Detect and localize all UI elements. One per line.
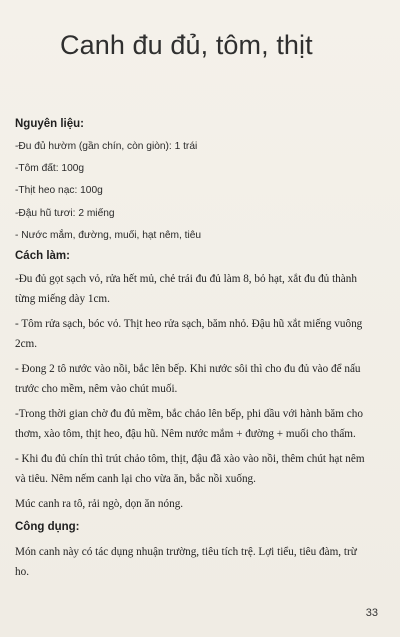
step-item: -Trong thời gian chờ đu đủ mềm, bắc chảo lên bếp, phi dầu với hành băm cho thơm, xào tôm, thịt heo, đậu hũ. Nêm nước mắm + đường + muối cho thấm. — [15, 408, 363, 440]
ingredients-list — [15, 136, 360, 247]
ingredients-heading: Nguyên liệu: — [15, 118, 85, 130]
step-item: - Tôm rửa sạch, bóc vỏ. Thịt heo rửa sạch, băm nhỏ. Đậu hũ xắt miếng vuông 2cm. — [15, 318, 363, 350]
step-item: - Khi đu đủ chín thì trút chảo tôm, thịt, đậu đã xào vào nồi, thêm chút hạt nêm và tiêu. Nêm nếm canh lại cho vừa ăn, bắc nồi xuống. — [15, 453, 365, 485]
ingredient-item: -Thịt heo nạc: 100g — [15, 185, 103, 197]
step-item: -Đu đủ gọt sạch vỏ, rửa hết mủ, chẻ trái đu đủ làm 8, bỏ hạt, xắt đu đủ thành từng miếng dày 1cm. — [15, 273, 357, 305]
steps-list — [15, 269, 373, 514]
page-title: Canh đu đủ, tôm, thịt — [60, 30, 313, 60]
step-item: - Đong 2 tô nước vào nồi, bắc lên bếp. Khi nước sôi thì cho đu đủ vào để nấu trước cho mềm, nêm vào chút muối. — [15, 363, 361, 395]
step-item: Múc canh ra tô, rải ngò, dọn ăn nóng. — [15, 498, 184, 510]
ingredient-item: -Đậu hũ tươi: 2 miếng — [15, 207, 115, 219]
page-number: 33 — [365, 607, 378, 619]
ingredient-item: -Tôm đất: 100g — [15, 163, 85, 175]
usage-heading: Công dụng: — [15, 521, 80, 533]
usage-text: Món canh này có tác dụng nhuận trường, tiêu tích trệ. Lợi tiểu, tiêu đàm, trừ ho. — [15, 546, 357, 578]
method-heading: Cách làm: — [15, 250, 70, 262]
ingredient-item: -Đu đủ hườm (gần chín, còn giòn): 1 trái — [15, 141, 198, 152]
ingredient-item: - Nước mắm, đường, muối, hạt nêm, tiêu — [15, 229, 202, 241]
